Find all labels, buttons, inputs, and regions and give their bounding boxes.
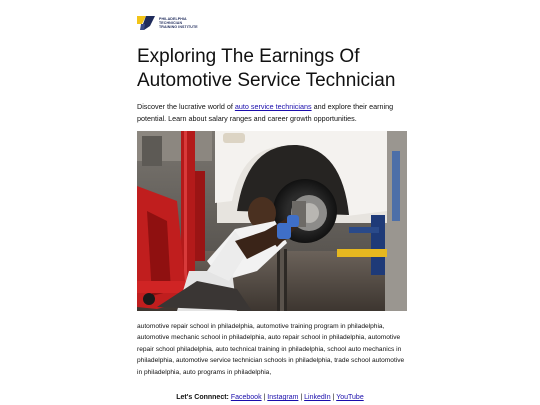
logo-line: TECHNICIAN — [159, 20, 183, 25]
logo-line: TRAINING INSTITUTE — [159, 25, 198, 30]
social-links-bar — [0, 393, 540, 402]
facebook-link[interactable]: Facebook — [230, 394, 262, 401]
keywords-paragraph: automotive repair school in philadelphia, automotive training program in philadelphia, automotive mechanic school in philadelphia, auto repair school in philadelphia, automotive repair school philadelphia, auto technical training in philadelphia, school auto mechanics in philadelphia, automotive service technician schools in philadelphia, trade school automotive in philadelphia, auto programs in philadelphia, — [137, 323, 405, 376]
logo-wordmark — [159, 17, 198, 30]
school-logo[interactable] — [137, 16, 198, 30]
page-title — [137, 45, 417, 93]
intro-text-before: Discover the lucrative world of — [137, 102, 235, 111]
auto-service-technicians-link[interactable]: auto service technicians — [234, 102, 312, 111]
logo-mark-icon — [137, 16, 155, 30]
connect-label: Let's Connnect: — [176, 394, 229, 401]
intro-paragraph — [137, 101, 407, 125]
title-line-2: Automotive Service Technician — [137, 70, 396, 91]
logo-line: PHILADELPHIA — [159, 16, 187, 21]
link-separator: | — [330, 394, 337, 401]
link-separator: | — [261, 394, 268, 401]
instagram-link[interactable]: Instagram — [267, 394, 299, 401]
linkedin-link[interactable]: LinkedIn — [304, 394, 331, 401]
intro-text-after: and explore their earning potential. Learn about salary ranges and career growth opportunities. — [137, 102, 394, 123]
mechanic-photo — [137, 131, 407, 311]
title-line-1: Exploring The Earnings Of — [137, 46, 360, 67]
youtube-link[interactable]: YouTube — [336, 394, 364, 401]
link-separator: | — [298, 394, 305, 401]
